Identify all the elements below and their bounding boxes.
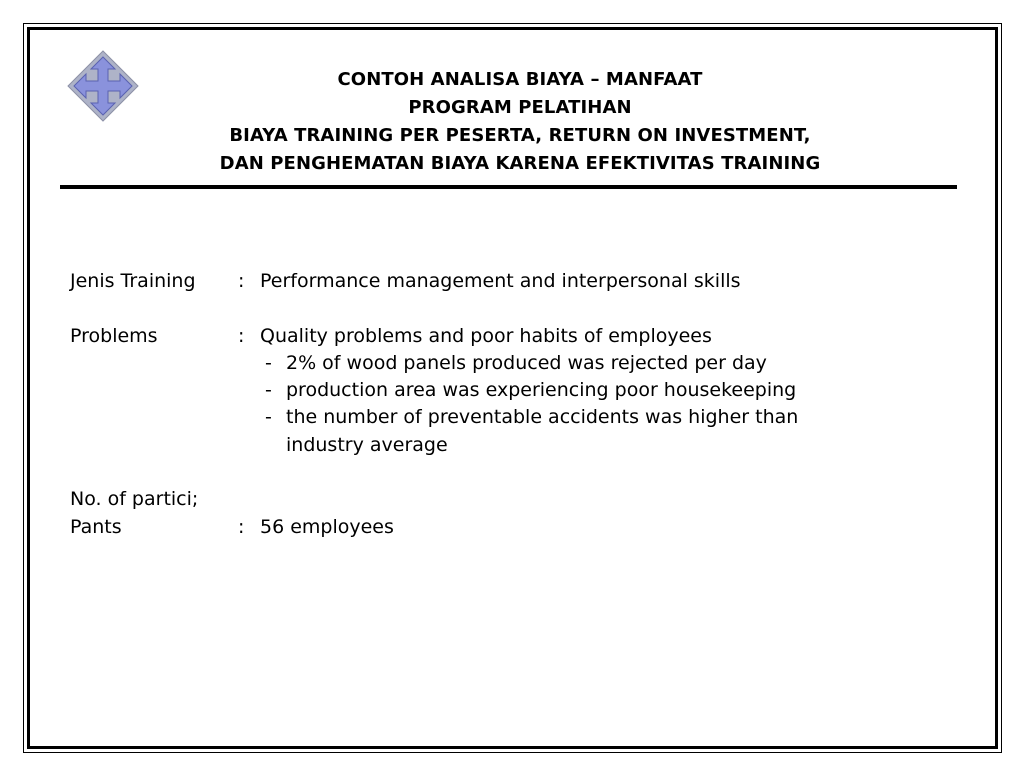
title-line-4: DAN PENGHEMATAN BIAYA KARENA EFEKTIVITAS TRAINING [219,153,821,174]
problems-label: Problems [70,324,158,347]
slide-body [70,268,798,541]
participants-label-line2: Pants [70,515,122,538]
bullet-dash: - [265,351,272,374]
problems-value: Quality problems and poor habits of employees [260,324,712,347]
title-divider [60,185,957,189]
title-line-2: PROGRAM PELATIHAN [408,97,632,118]
problem-bullet-text: production area was experiencing poor housekeeping [286,379,797,402]
jenis-training-row [70,268,798,295]
four-way-arrow-shape [74,57,132,115]
bullet-dash: - [265,379,272,402]
participants-row [70,514,798,541]
four-way-arrow-icon [66,49,140,123]
participants-label-line1: No. of partici; [70,488,199,511]
separator: : [238,515,245,538]
title-line-3: BIAYA TRAINING PER PESERTA, RETURN ON INVESTMENT, [229,125,811,146]
problem-bullet-text: 2% of wood panels produced was rejected per day [286,351,767,374]
bullet-dash: - [265,406,272,429]
problems-row [70,323,798,350]
problem-bullet-text: the number of preventable accidents was higher than [286,406,799,429]
problem-bullet-continuation: industry average [286,433,448,456]
problem-bullet [70,350,798,377]
jenis-training-label: Jenis Training [70,270,196,292]
spacer [70,459,798,486]
separator: : [238,270,245,292]
jenis-training-value: Performance management and interpersonal skills [260,270,741,292]
separator: : [238,324,245,347]
problem-bullet [70,377,798,404]
title-line-1: CONTOH ANALISA BIAYA – MANFAAT [337,69,703,90]
slide-title [140,66,900,178]
participants-label-row [70,486,798,513]
spacer [70,295,798,322]
problem-bullet [70,404,798,431]
participants-value: 56 employees [260,515,394,538]
